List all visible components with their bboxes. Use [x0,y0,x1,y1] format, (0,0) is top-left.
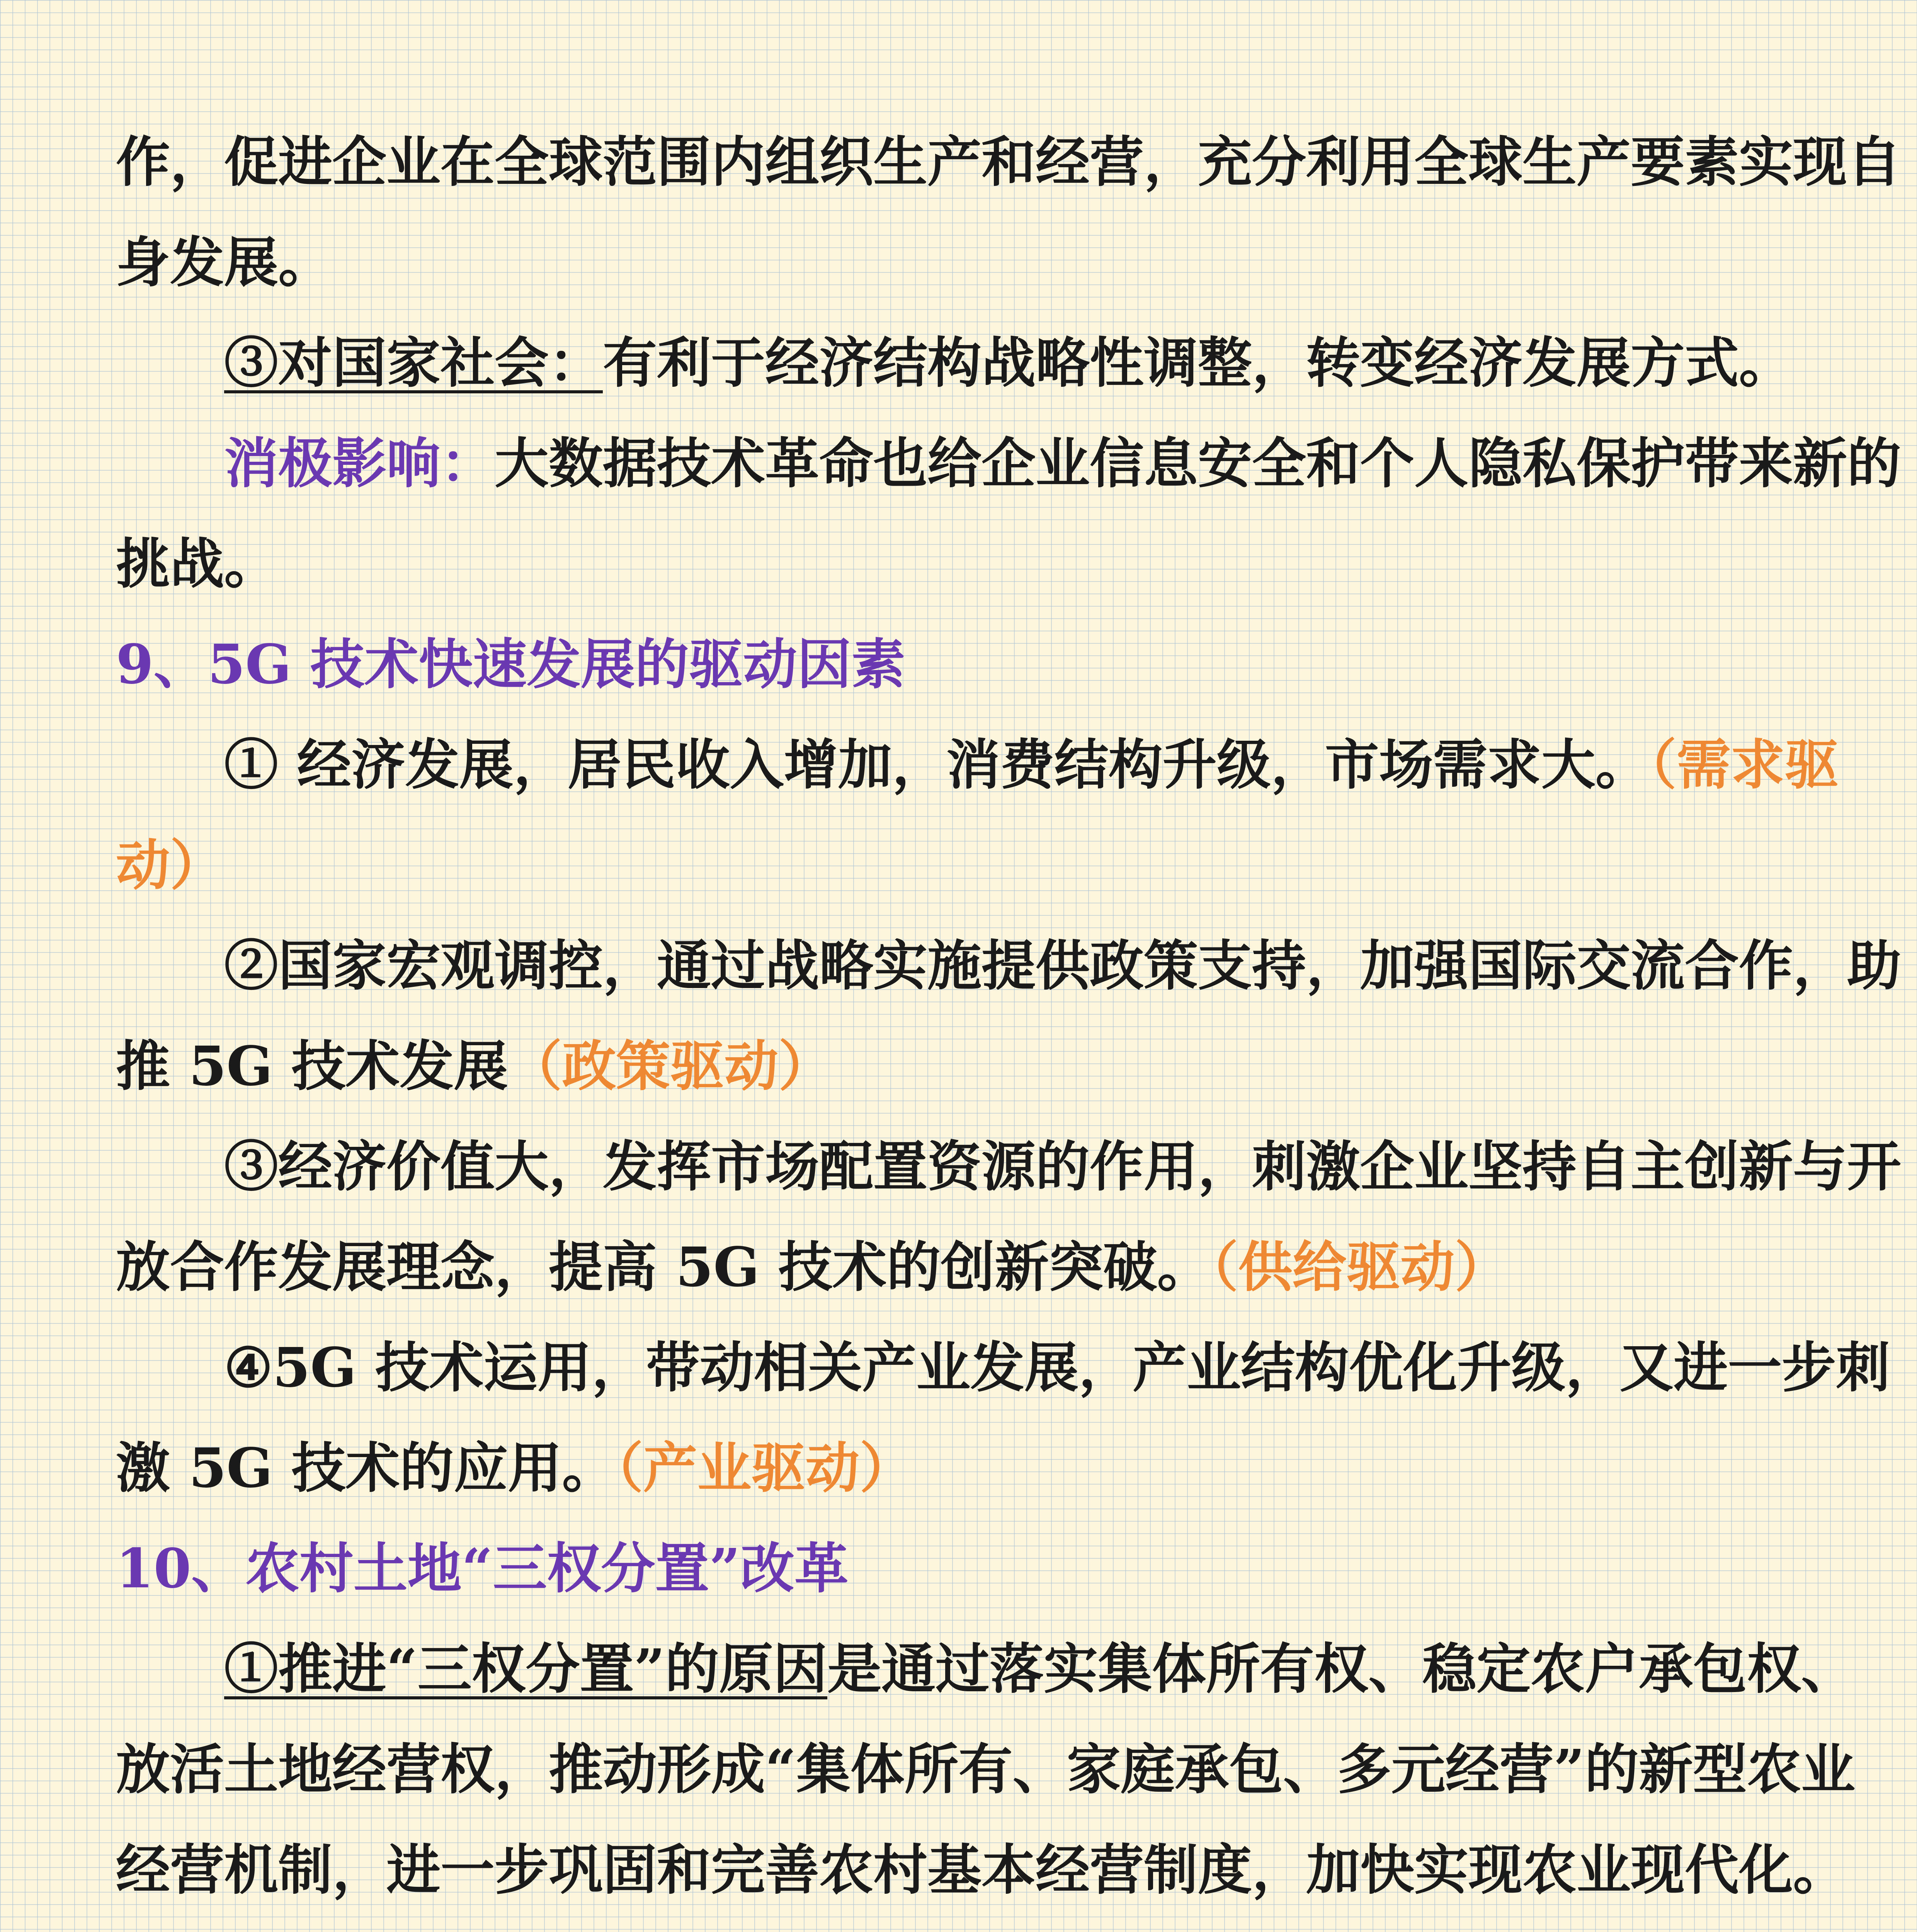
text-line: 放活土地经营权，推动形成“集体所有、家庭承包、多元经营”的新型农业 [116,1738,1856,1801]
driver-tag: 动） [116,834,225,897]
text-span: 推 5G 技术发展 [116,1035,508,1098]
text-line: 挑战。 [116,532,279,596]
text-line [116,313,1801,413]
underlined-lead: ③对国家社会： [224,332,603,395]
document-body [116,112,1902,1932]
text-line [116,715,1839,815]
driver-tag: （政策驱动） [508,1035,833,1098]
text-line: ②国家宏观调控，通过战略实施提供政策支持，加强国际交流合作，助 [224,934,1902,998]
driver-tag: （供给驱动） [1211,1236,1509,1299]
text-line: ③经济价值大，发挥市场配置资源的作用，刺激企业坚持自主创新与开 [224,1135,1902,1199]
text-line [116,1418,1801,1519]
text-line [116,1016,1801,1117]
driver-tag: （需求驱 [1649,733,1839,797]
section-9-heading: 9、5G 技术快速发展的驱动因素 [116,633,906,696]
text-line: 经营机制，进一步巩固和完善农村基本经营制度，加快实现农业现代化。 [116,1838,1847,1902]
text-line [116,1619,1856,1719]
underlined-lead: ①推进“三权分置”的原因 [224,1638,828,1701]
text-span: 激 5G 技术的应用。 [116,1437,616,1500]
text-span: 大数据技术革命也给企业信息安全和个人隐私保护带来新的 [495,432,1902,495]
section-10-heading: 10、农村土地“三权分置”改革 [116,1537,849,1600]
text-line: 作，促进企业在全球范围内组织生产和经营，充分利用全球生产要素实现自 [116,131,1902,194]
text-line [116,1217,1801,1318]
text-line [116,1920,1801,1932]
text-line: 身发展。 [116,231,333,294]
text-line [116,413,1902,514]
text-span: ① 经济发展，居民收入增加，消费结构升级，市场需求大。 [224,733,1650,797]
text-line: ④5G 技术运用，带动相关产业发展，产业结构优化升级，又进一步刺 [224,1336,1890,1400]
text-line [116,815,1801,916]
negative-impact-lead: 消极影响： [224,432,495,495]
text-span: 放合作发展理念，提高 5G 技术的创新突破。 [116,1236,1211,1299]
text-span: 有利于经济结构战略性调整，转变经济发展方式。 [603,332,1793,395]
text-span: 是通过落实集体所有权、稳定农户承包权、 [827,1638,1856,1701]
driver-tag: （产业驱动） [616,1437,914,1500]
